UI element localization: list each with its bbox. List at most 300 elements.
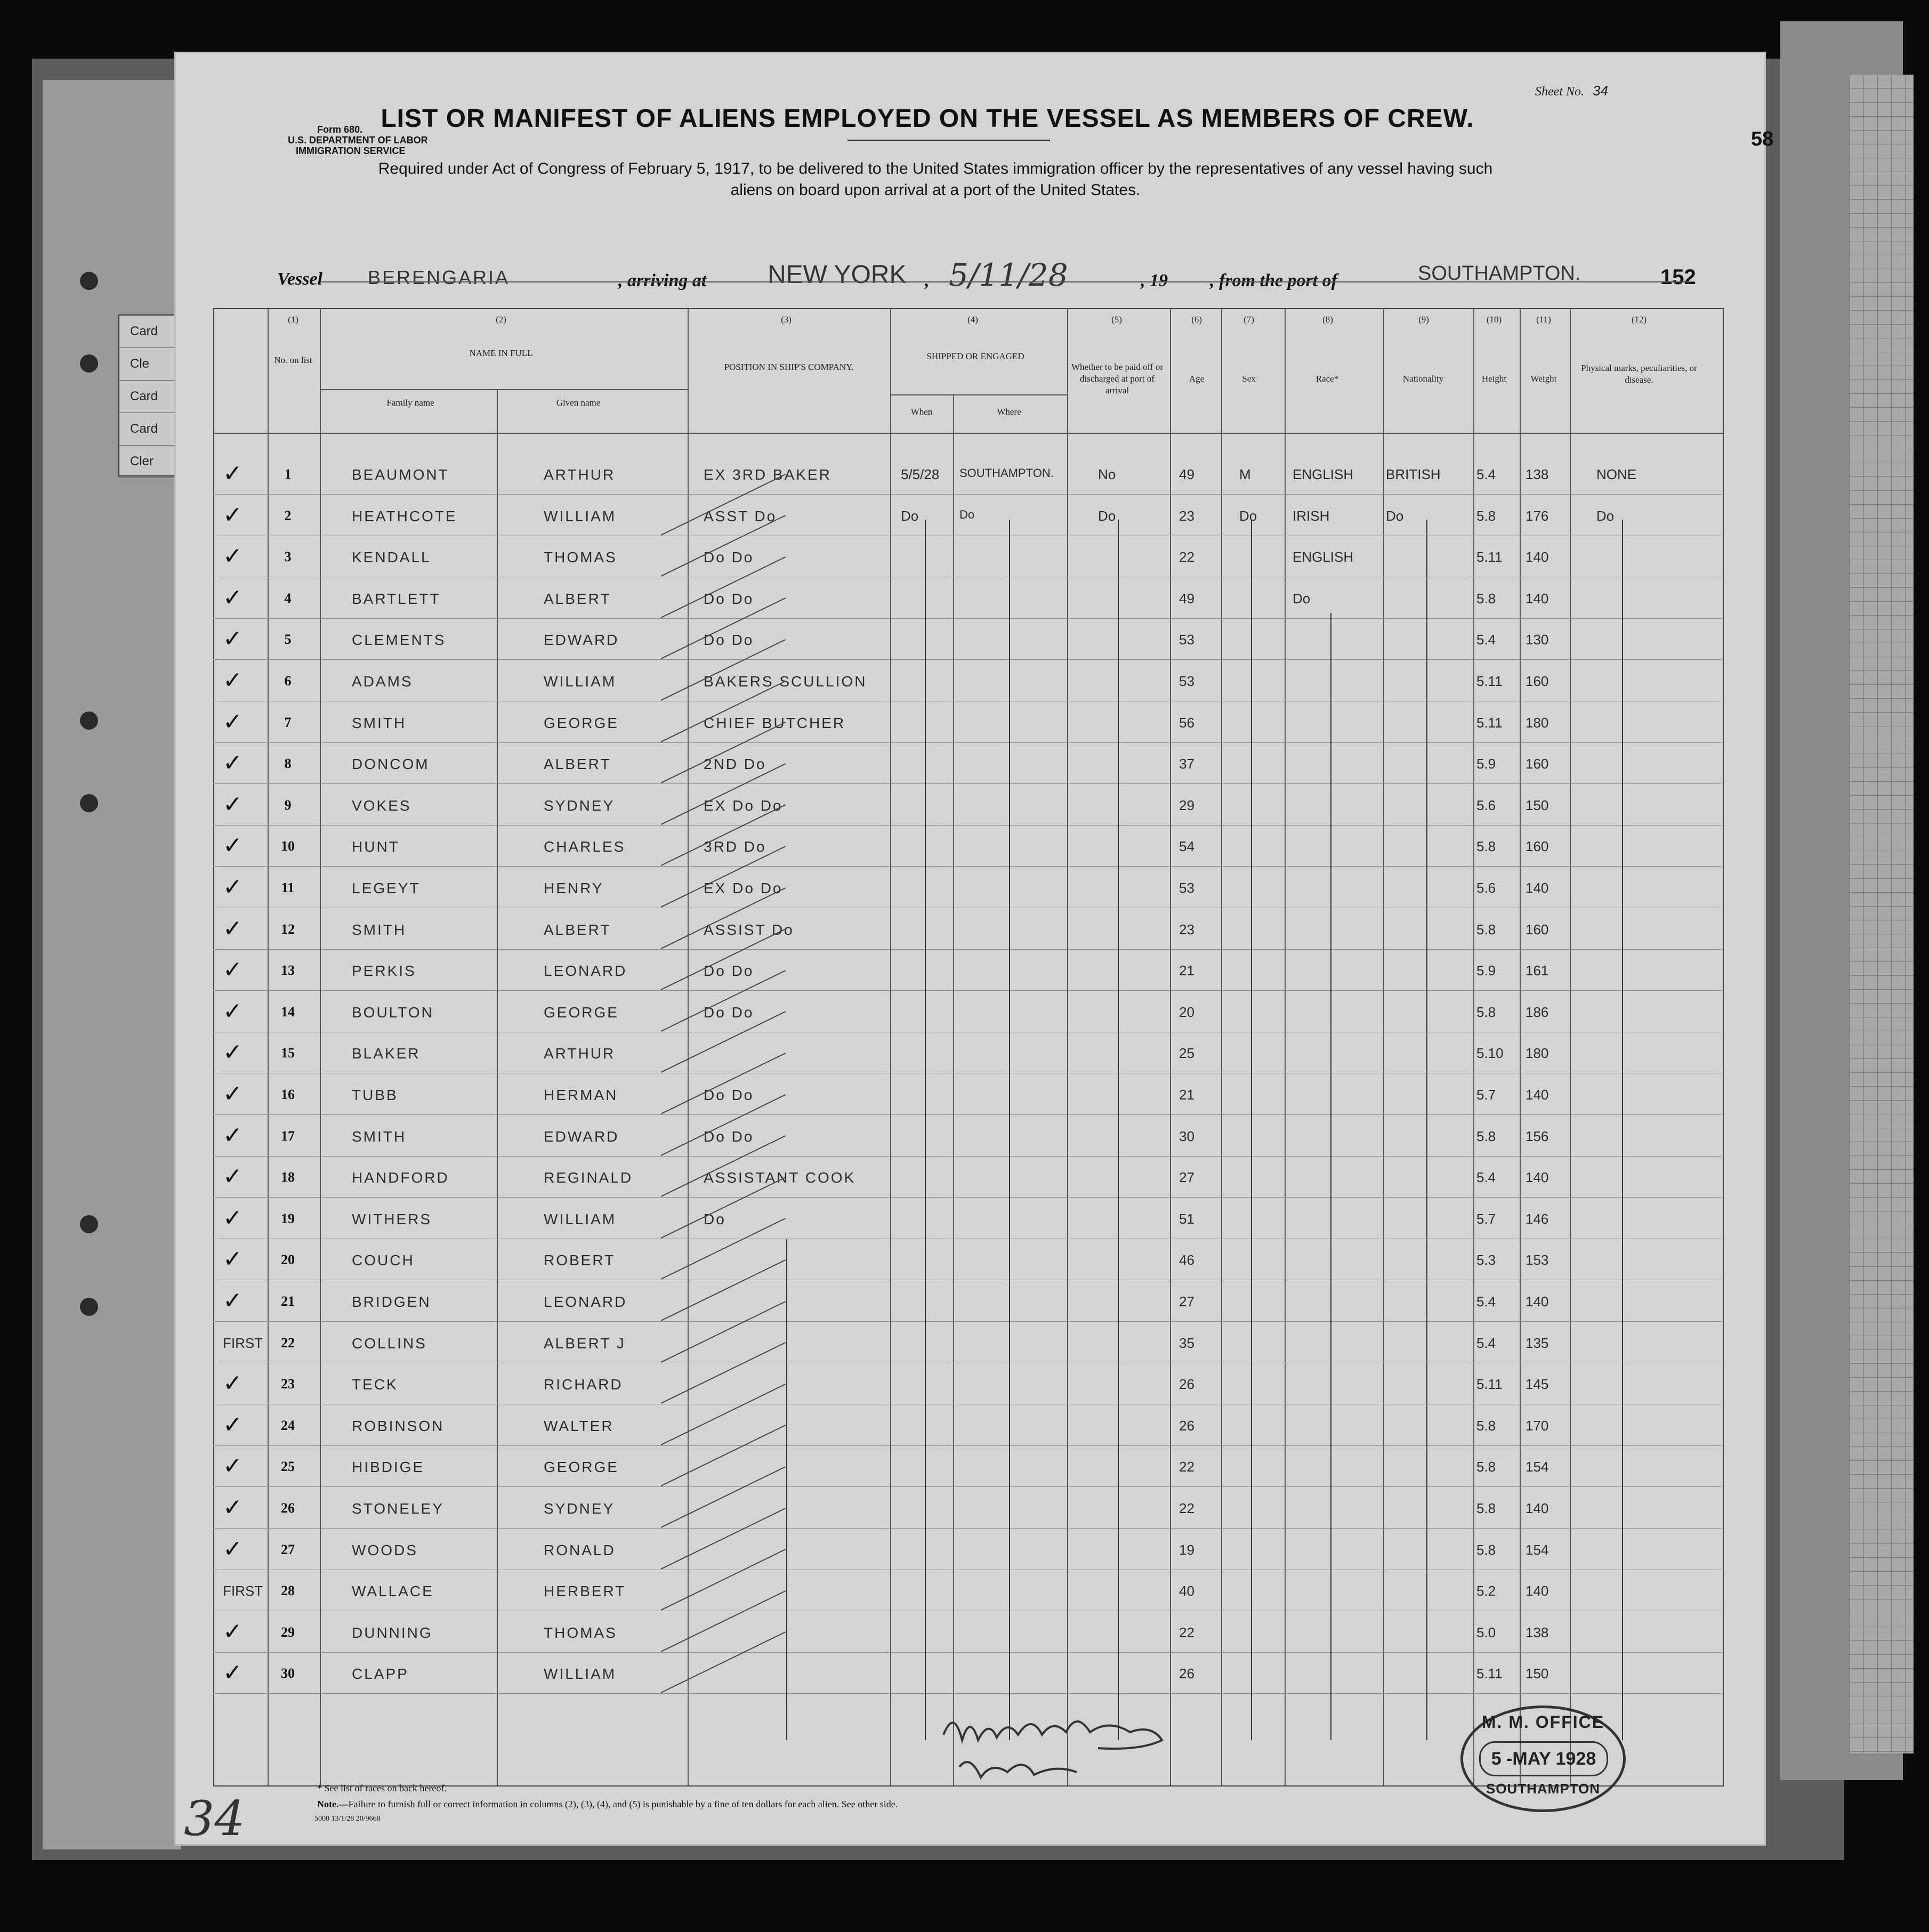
cell-height: 5.8 [1476, 921, 1496, 937]
cell-height: 5.7 [1476, 1211, 1496, 1227]
ditto-stroke [925, 520, 926, 1740]
cell-weight: 140 [1526, 880, 1549, 896]
col-rule [890, 309, 891, 1785]
row-number: 20 [281, 1252, 295, 1267]
row-rule [213, 1114, 1722, 1115]
cell-height: 5.8 [1476, 1128, 1496, 1144]
cell-age: 30 [1179, 1128, 1194, 1144]
cell-family: CLAPP [352, 1666, 409, 1682]
cell-weight: 186 [1526, 1004, 1549, 1020]
stamp-date: 5 -MAY 1928 [1479, 1741, 1608, 1776]
cell-age: 27 [1179, 1169, 1194, 1185]
cell-age: 53 [1179, 880, 1194, 896]
row-rule [213, 618, 1722, 619]
col5-num: (5) [1111, 314, 1122, 325]
cell-age: 26 [1179, 1418, 1194, 1434]
cell-given: ARTHUR [544, 466, 616, 483]
cell-position: ASSISTANT COOK [704, 1169, 856, 1186]
margin-check: ✓ [223, 543, 243, 570]
cell-family: BRIDGEN [352, 1294, 431, 1310]
margin-check: ✓ [223, 1246, 243, 1273]
row-number: 28 [281, 1583, 295, 1598]
margin-check: ✓ [223, 1659, 243, 1686]
cell-age: 40 [1179, 1583, 1194, 1599]
cell-height: 5.8 [1476, 1004, 1496, 1020]
top-edge-number: 58 [1751, 128, 1774, 150]
cell-given: ALBERT [544, 756, 611, 772]
form-number: Form 680. [317, 124, 363, 135]
cell-weight: 140 [1526, 1500, 1549, 1516]
cell-height: 5.11 [1476, 1376, 1503, 1392]
cell-weight: 170 [1526, 1418, 1549, 1434]
sheet-number-value: 34 [1592, 83, 1608, 99]
cell-position: CHIEF BUTCHER [704, 715, 846, 731]
cell-position: Do Do [704, 1087, 754, 1103]
row-number: 18 [281, 1169, 295, 1185]
col5-label: Whether to be paid off or discharged at port of arrival [1071, 362, 1163, 395]
arrival-date: 5/11/28 [949, 257, 1068, 293]
col4-where: Where [997, 407, 1021, 417]
col7-num: (7) [1244, 314, 1254, 325]
cell-position: Do Do [704, 1128, 754, 1145]
cell-position: Do Do [704, 632, 754, 648]
cell-weight: 140 [1526, 1294, 1549, 1309]
cell-sex: Do [1239, 508, 1257, 524]
cell-given: EDWARD [544, 1128, 619, 1145]
cell-given: LEONARD [544, 1294, 627, 1310]
cell-given: GEORGE [544, 1459, 619, 1475]
cell-marks: NONE [1596, 466, 1637, 482]
margin-check: ✓ [223, 460, 243, 487]
cell-position: EX Do Do [704, 797, 783, 814]
col4-num: (4) [967, 314, 978, 325]
cell-age: 23 [1179, 921, 1194, 937]
margin-check: ✓ [223, 1287, 243, 1314]
cell-height: 5.8 [1476, 1418, 1496, 1434]
col3-label: POSITION IN SHIP'S COMPANY. [724, 362, 854, 372]
cell-height: 5.9 [1476, 963, 1496, 979]
cell-age: 25 [1179, 1045, 1194, 1061]
row-number: 17 [281, 1128, 295, 1144]
col-rule [1383, 309, 1384, 1785]
cell-position: BAKERS SCULLION [704, 673, 867, 690]
cell-height: 5.8 [1476, 1542, 1496, 1558]
cell-height: 5.4 [1476, 632, 1496, 648]
mm-office-stamp [1460, 1705, 1626, 1812]
cell-weight: 160 [1526, 673, 1549, 689]
row-number: 1 [284, 466, 292, 482]
col-rule [320, 309, 321, 1785]
ditto-stroke [1622, 520, 1623, 1740]
margin-check: ✓ [223, 791, 243, 818]
margin-number: 34 [184, 1791, 245, 1847]
col10-num: (10) [1486, 314, 1502, 325]
index-card [118, 314, 179, 476]
row-number: 5 [284, 632, 292, 647]
row-number: 24 [281, 1418, 295, 1433]
inspector-signature [938, 1703, 1237, 1793]
title-rule [848, 140, 1050, 141]
card-line: Card [119, 316, 178, 348]
cell-height: 5.4 [1476, 466, 1496, 482]
service: IMMIGRATION SERVICE [296, 145, 406, 156]
cell-position: Do [704, 1211, 726, 1227]
row-number: 6 [284, 673, 292, 689]
row-number: 29 [281, 1624, 295, 1640]
cell-marks: Do [1596, 508, 1615, 524]
note-label: Note.— [317, 1799, 349, 1809]
cell-weight: 140 [1526, 591, 1549, 607]
cell-where: Do [959, 508, 975, 521]
row-number: 11 [281, 880, 295, 895]
cell-height: 5.3 [1476, 1252, 1496, 1268]
margin-check: ✓ [223, 1494, 243, 1521]
cell-given: ROBERT [544, 1252, 616, 1268]
row-number: 8 [284, 756, 292, 771]
cell-family: TUBB [352, 1087, 398, 1103]
stamp-bottom-text: SOUTHAMPTON [1486, 1781, 1601, 1797]
cell-height: 5.8 [1476, 591, 1496, 607]
cell-age: 51 [1179, 1211, 1194, 1227]
cell-age: 37 [1179, 756, 1194, 772]
card-line: Cle [119, 348, 178, 381]
cell-given: THOMAS [544, 1624, 617, 1641]
cell-age: 49 [1179, 591, 1194, 607]
cell-height: 5.4 [1476, 1169, 1496, 1185]
row-number: 25 [281, 1459, 295, 1474]
cell-sex: M [1239, 466, 1251, 482]
cell-age: 20 [1179, 1004, 1194, 1020]
col8-num: (8) [1322, 314, 1333, 325]
cell-age: 21 [1179, 1087, 1194, 1103]
row-number: 14 [281, 1004, 295, 1020]
cell-given: ALBERT [544, 591, 611, 607]
row-rule [213, 990, 1722, 991]
col11-num: (11) [1536, 314, 1551, 325]
cell-race: ENGLISH [1293, 549, 1354, 565]
punch-hole [80, 354, 98, 373]
cell-given: LEONARD [544, 963, 627, 979]
cell-family: BEAUMONT [352, 466, 449, 483]
cell-height: 5.8 [1476, 1500, 1496, 1516]
row-rule [213, 1693, 1722, 1694]
row-number: 21 [281, 1294, 295, 1309]
cell-height: 5.11 [1476, 549, 1503, 565]
header-rule [320, 389, 688, 390]
cell-age: 29 [1179, 797, 1194, 813]
cell-family: SMITH [352, 921, 407, 938]
cell-given: SYDNEY [544, 1500, 615, 1517]
margin-check: ✓ [223, 832, 243, 859]
vessel-line-rule [320, 281, 1690, 282]
cell-given: WILLIAM [544, 1211, 617, 1227]
cell-given: HERMAN [544, 1087, 618, 1103]
cell-when: Do [901, 508, 919, 524]
cell-weight: 150 [1526, 1666, 1549, 1682]
col-rule [1170, 309, 1171, 1785]
row-rule [213, 494, 1722, 495]
cell-when: 5/5/28 [901, 466, 940, 482]
margin-check: ✓ [223, 667, 243, 694]
cell-age: 35 [1179, 1335, 1194, 1351]
cell-height: 5.4 [1476, 1335, 1496, 1351]
cell-where: SOUTHAMPTON. [959, 466, 1054, 480]
card-line: Card [119, 381, 178, 413]
col12-label: Physical marks, peculiarities, or disease. [1581, 363, 1697, 385]
col4-label: SHIPPED OR ENGAGED [926, 351, 1024, 361]
margin-check: ✓ [223, 584, 243, 611]
cell-weight: 138 [1526, 466, 1549, 482]
margin-check: ✓ [223, 708, 243, 735]
subtitle-line-1: Required under Act of Congress of February 5, 1917, to be delivered to the United States immigration officer by the representatives of any vessel having such [378, 160, 1493, 177]
row-number: 19 [281, 1211, 295, 1226]
ditto-stroke [1009, 520, 1010, 1740]
margin-check: ✓ [223, 1452, 243, 1480]
sheet-number [1535, 83, 1608, 99]
col2-given: Given name [556, 398, 601, 408]
row-rule [213, 949, 1722, 950]
stamp-top-text: M. M. OFFICE [1481, 1712, 1605, 1732]
col-rule [1285, 309, 1286, 1785]
cell-age: 22 [1179, 1624, 1194, 1640]
row-rule [213, 742, 1722, 743]
cell-weight: 154 [1526, 1459, 1549, 1475]
col3-num: (3) [781, 314, 792, 325]
cell-height: 5.11 [1476, 715, 1503, 731]
cell-position: Do Do [704, 963, 754, 979]
margin-check: ✓ [223, 1535, 243, 1563]
cell-position: 2ND Do [704, 756, 766, 772]
cell-family: COUCH [352, 1252, 415, 1268]
cell-family: VOKES [352, 797, 411, 814]
row-number: 26 [281, 1500, 295, 1516]
cell-age: 21 [1179, 963, 1194, 979]
cell-family: HUNT [352, 838, 400, 855]
col9-num: (9) [1418, 314, 1429, 325]
cell-family: CLEMENTS [352, 632, 446, 648]
row-rule [213, 866, 1722, 867]
cell-family: SMITH [352, 715, 407, 731]
cell-nationality: BRITISH [1386, 466, 1441, 482]
punch-hole [80, 1215, 98, 1233]
cell-position: 3RD Do [704, 838, 766, 855]
cell-weight: 156 [1526, 1128, 1549, 1144]
cell-given: EDWARD [544, 632, 619, 648]
cell-weight: 160 [1526, 756, 1549, 772]
cell-family: TECK [352, 1376, 398, 1393]
printer-line: 5000 13/1/28 20/9668 [314, 1815, 381, 1823]
cell-weight: 161 [1526, 963, 1549, 979]
cell-given: ALBERT J [544, 1335, 626, 1352]
row-rule [213, 1652, 1722, 1653]
row-rule [213, 1156, 1722, 1157]
document-title: LIST OR MANIFEST OF ALIENS EMPLOYED ON THE VESSEL AS MEMBERS OF CREW. [381, 104, 1474, 133]
cell-height: 5.11 [1476, 1666, 1503, 1682]
col2-family: Family name [386, 398, 434, 408]
col10-label: Height [1481, 374, 1507, 384]
ditto-stroke [1426, 520, 1427, 1740]
note-text: Failure to furnish full or correct information in columns (2), (3), (4), and (5) is punishable by a fine of ten dollars for each alien. See other side. [348, 1799, 898, 1809]
cell-family: BARTLETT [352, 591, 441, 607]
cell-height: 5.9 [1476, 756, 1496, 772]
cell-given: REGINALD [544, 1169, 633, 1186]
cell-given: WALTER [544, 1418, 614, 1434]
cell-height: 5.7 [1476, 1087, 1496, 1103]
cell-age: 54 [1179, 838, 1194, 854]
col-rule [1570, 309, 1571, 1785]
row-rule [213, 1321, 1722, 1322]
year-label: , 19 [1141, 271, 1168, 290]
cell-given: SYDNEY [544, 797, 615, 814]
margin-check: ✓ [223, 1122, 243, 1149]
cell-height: 5.11 [1476, 673, 1503, 689]
margin-check: ✓ [223, 874, 243, 901]
arriving-port: NEW YORK [768, 261, 907, 289]
margin-check: ✓ [223, 1618, 243, 1645]
row-number: 30 [281, 1666, 295, 1681]
cell-weight: 146 [1526, 1211, 1549, 1227]
date-comma: , [925, 271, 930, 290]
cell-family: WALLACE [352, 1583, 434, 1599]
footnote-races: * See list of races on back hereof. [317, 1783, 447, 1793]
cell-weight: 160 [1526, 838, 1549, 854]
row-rule [213, 783, 1722, 784]
row-number: 16 [281, 1087, 295, 1102]
cell-family: HEATHCOTE [352, 508, 457, 524]
col12-num: (12) [1631, 314, 1647, 325]
cell-nationality: Do [1386, 508, 1404, 524]
col2-num: (2) [496, 314, 506, 325]
cell-height: 5.0 [1476, 1624, 1496, 1640]
row-number: 27 [281, 1542, 295, 1557]
col-rule [688, 309, 689, 1785]
cell-given: GEORGE [544, 715, 619, 731]
cell-family: KENDALL [352, 549, 431, 565]
cell-weight: 180 [1526, 1045, 1549, 1061]
row-number: 13 [281, 963, 295, 978]
cell-family: BOULTON [352, 1004, 434, 1021]
footnote-note [317, 1799, 898, 1810]
punch-hole [80, 712, 98, 730]
arriving-label: , arriving at [618, 271, 707, 290]
cell-weight: 130 [1526, 632, 1549, 648]
margin-check: ✓ [223, 915, 243, 942]
col-rule [497, 389, 498, 1785]
cell-race: Do [1293, 591, 1311, 607]
row-number: 7 [284, 715, 292, 730]
col1-num: (1) [288, 314, 298, 325]
margin-check: ✓ [223, 1370, 243, 1397]
cell-position: Do Do [704, 549, 754, 565]
cell-given: HENRY [544, 880, 604, 896]
cell-family: LEGEYT [352, 880, 421, 896]
col11-label: Weight [1530, 374, 1557, 384]
margin-check: ✓ [223, 749, 243, 777]
row-rule [213, 825, 1722, 826]
cell-height: 5.6 [1476, 797, 1496, 813]
cell-height: 5.4 [1476, 1294, 1496, 1309]
cell-height: 5.8 [1476, 838, 1496, 854]
col-rule [1473, 309, 1474, 1785]
row-rule [213, 1197, 1722, 1198]
cell-height: 5.10 [1476, 1045, 1504, 1061]
cell-age: 26 [1179, 1666, 1194, 1682]
row-number: 23 [281, 1376, 295, 1392]
cell-family: STONELEY [352, 1500, 444, 1517]
col4-when: When [910, 407, 933, 417]
cell-age: 46 [1179, 1252, 1194, 1268]
subtitle-line-2: aliens on board upon arrival at a port of the United States. [730, 181, 1141, 199]
cell-position: Do Do [704, 591, 754, 607]
header-rule [214, 433, 1723, 434]
card-line: Card [119, 413, 178, 446]
cell-family: ADAMS [352, 673, 413, 690]
cell-weight: 150 [1526, 797, 1549, 813]
margin-check: ✓ [223, 1411, 243, 1438]
cell-weight: 138 [1526, 1624, 1549, 1640]
row-rule [213, 1445, 1722, 1446]
cell-age: 49 [1179, 466, 1194, 482]
cell-family: COLLINS [352, 1335, 427, 1352]
cell-height: 5.8 [1476, 508, 1496, 524]
cell-family: WOODS [352, 1542, 418, 1558]
row-rule [213, 1486, 1722, 1487]
row-number: 9 [284, 797, 292, 813]
col6-num: (6) [1191, 314, 1202, 325]
cell-given: RONALD [544, 1542, 616, 1558]
cell-family: BLAKER [352, 1045, 421, 1062]
cell-position: Do Do [704, 1004, 754, 1021]
col7-label: Sex [1242, 374, 1256, 384]
margin-check: ✓ [223, 1163, 243, 1190]
ditto-stroke [1251, 520, 1252, 1740]
ditto-stroke [786, 1239, 787, 1740]
margin-check: FIRST [223, 1583, 263, 1599]
cell-family: PERKIS [352, 963, 416, 979]
cell-family: DUNNING [352, 1624, 433, 1641]
page-number: 152 [1660, 265, 1696, 289]
cell-height: 5.8 [1476, 1459, 1496, 1475]
row-number: 10 [281, 838, 295, 854]
cell-given: CHARLES [544, 838, 626, 855]
margin-check: ✓ [223, 1039, 243, 1066]
cell-height: 5.6 [1476, 880, 1496, 896]
cell-given: GEORGE [544, 1004, 619, 1021]
cell-family: WITHERS [352, 1211, 432, 1227]
vessel-name: BERENGARIA [368, 266, 510, 288]
cell-position: EX Do Do [704, 880, 783, 896]
cell-given: THOMAS [544, 549, 617, 565]
cell-family: SMITH [352, 1128, 407, 1145]
cell-age: 22 [1179, 1459, 1194, 1475]
col1-label: No. on list [274, 355, 312, 365]
from-port: SOUTHAMPTON. [1418, 262, 1581, 285]
cell-age: 22 [1179, 1500, 1194, 1516]
row-rule [213, 1528, 1722, 1529]
cell-given: WILLIAM [544, 673, 617, 690]
cell-paid: Do [1098, 508, 1116, 524]
cell-position: EX 3RD BAKER [704, 466, 832, 483]
margin-check: ✓ [223, 1205, 243, 1232]
cell-weight: 140 [1526, 1087, 1549, 1103]
cell-weight: 145 [1526, 1376, 1549, 1392]
cell-given: WILLIAM [544, 508, 617, 524]
cell-age: 22 [1179, 549, 1194, 565]
cell-given: RICHARD [544, 1376, 623, 1393]
col-rule [1067, 309, 1068, 1785]
margin-check: ✓ [223, 625, 243, 652]
col-rule [1221, 309, 1222, 1785]
